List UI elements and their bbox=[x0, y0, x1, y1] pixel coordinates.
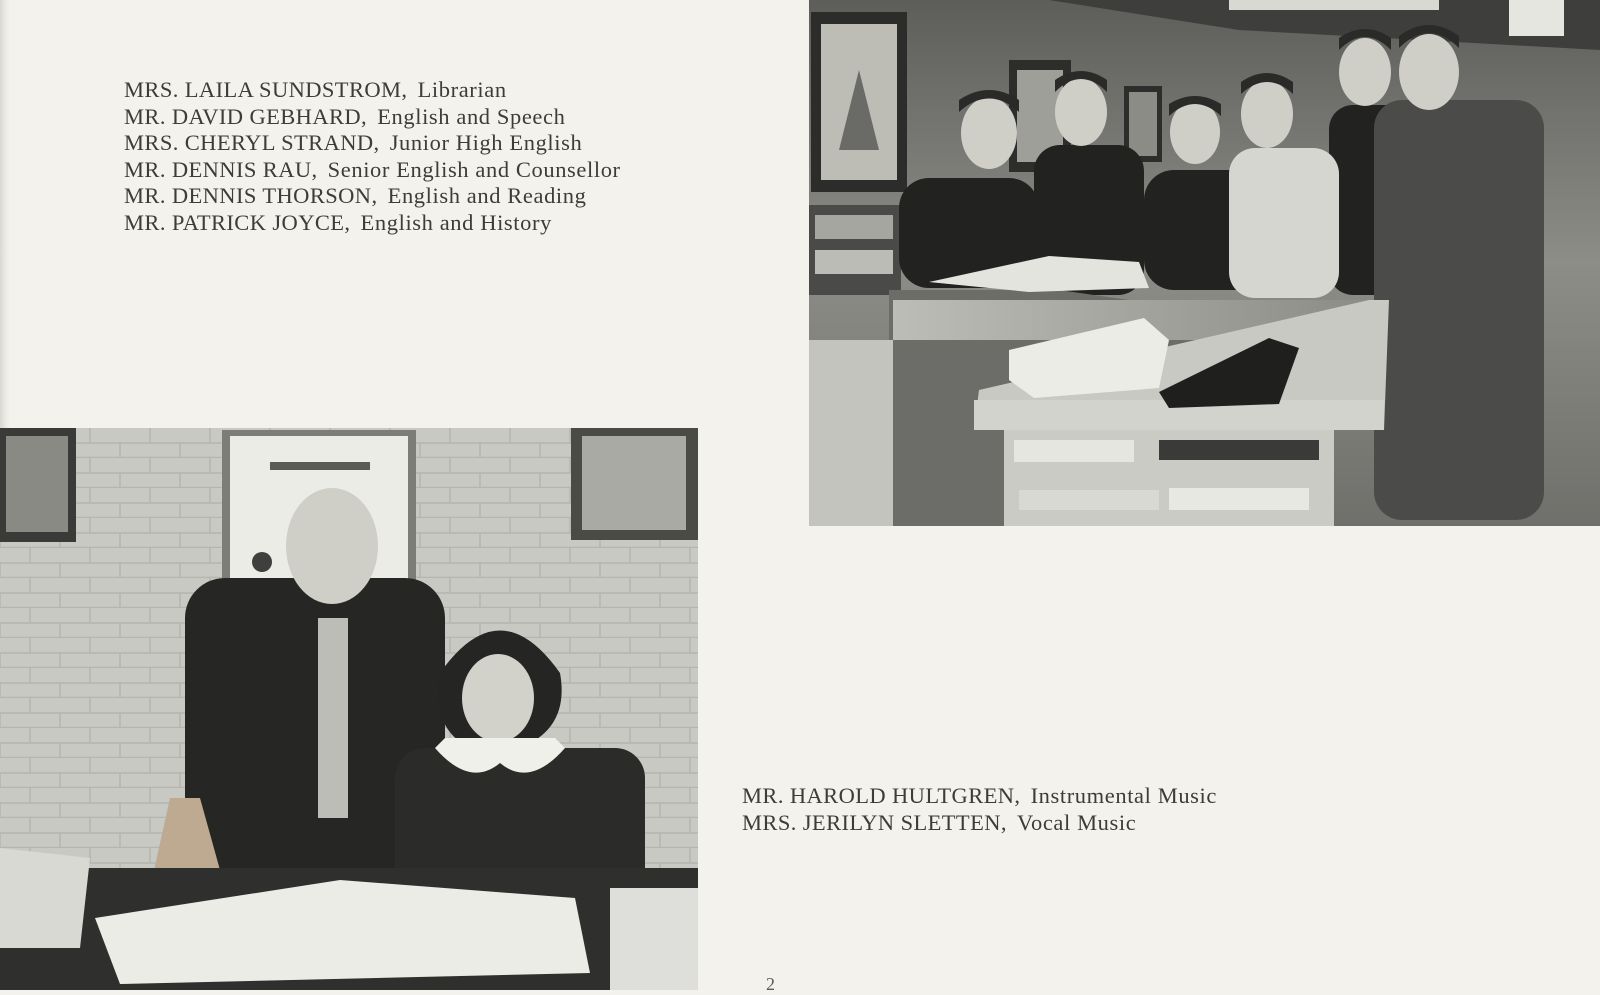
staff-name: MR. DENNIS THORSON, bbox=[124, 183, 378, 208]
staff-caption-line bbox=[124, 77, 621, 104]
staff-caption-line bbox=[124, 157, 621, 184]
staff-subject: Instrumental Music bbox=[1030, 783, 1217, 808]
staff-name: MR. DAVID GEBHARD, bbox=[124, 103, 368, 129]
staff-subject: Librarian bbox=[417, 77, 507, 102]
staff-caption-line bbox=[124, 104, 621, 131]
staff-subject: Junior High English bbox=[389, 130, 583, 155]
staff-subject: Vocal Music bbox=[1017, 809, 1137, 835]
english-staff-caption bbox=[124, 77, 621, 236]
staff-subject: English and Speech bbox=[377, 103, 566, 129]
staff-caption-line bbox=[124, 183, 621, 210]
staff-name: MR. HAROLD HULTGREN, bbox=[742, 783, 1021, 808]
music-staff-caption bbox=[742, 783, 1217, 836]
library-photo-illustration bbox=[809, 0, 1600, 526]
staff-subject: English and History bbox=[360, 209, 552, 235]
staff-name: MR. PATRICK JOYCE, bbox=[124, 209, 351, 235]
music-photo-illustration bbox=[0, 428, 698, 990]
staff-subject: English and Reading bbox=[387, 183, 587, 208]
staff-caption-line bbox=[742, 783, 1217, 810]
staff-subject: Senior English and Counsellor bbox=[327, 156, 621, 182]
staff-name: MRS. JERILYN SLETTEN, bbox=[742, 809, 1007, 835]
staff-name: MR. DENNIS RAU, bbox=[124, 156, 318, 182]
staff-caption-line bbox=[124, 210, 621, 237]
staff-name: MRS. CHERYL STRAND, bbox=[124, 130, 380, 155]
staff-caption-line bbox=[742, 810, 1217, 837]
music-staff-photo bbox=[0, 428, 698, 990]
staff-caption-line bbox=[124, 130, 621, 157]
library-group-photo bbox=[809, 0, 1600, 526]
page-number: 2 bbox=[766, 974, 775, 994]
staff-name: MRS. LAILA SUNDSTROM, bbox=[124, 77, 408, 102]
